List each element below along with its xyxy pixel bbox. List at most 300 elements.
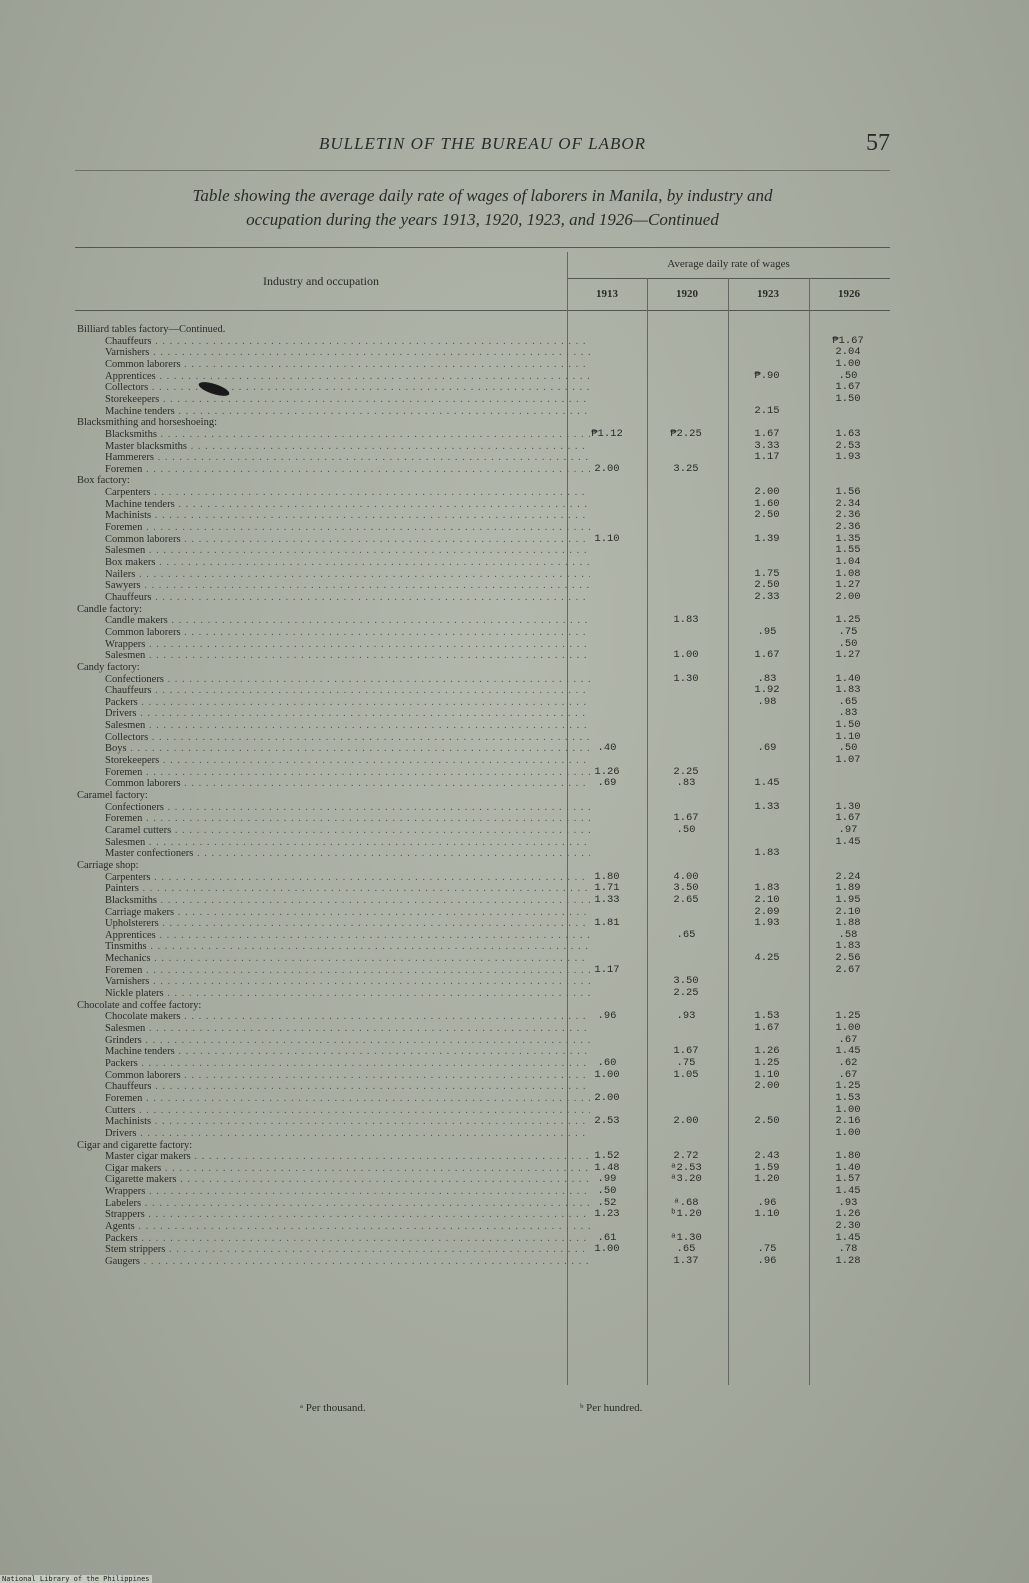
wage-cell-1920: 4.00 (673, 870, 699, 883)
wage-cell-1926: .65 (838, 695, 858, 708)
occupation-label: Drivers . . . (75, 1128, 590, 1139)
table-row (75, 336, 890, 347)
table-row (75, 965, 890, 976)
wage-cell-1926: 2.00 (835, 590, 861, 603)
table-row (75, 1035, 890, 1046)
occupation-label: Gaugers . . . (75, 1256, 590, 1267)
footnote-b: ᵇ Per hundred. (580, 1402, 643, 1414)
wage-cell-1913: 2.53 (594, 1115, 620, 1128)
wage-cell-1923: 2.09 (754, 905, 780, 918)
wage-cell-1923: .96 (757, 1196, 777, 1209)
table-row (75, 615, 890, 626)
table-row (75, 1209, 890, 1220)
table-row (75, 976, 890, 987)
footnote-a: ᵃ Per thousand. (300, 1402, 366, 1414)
library-credit: National Library of the Philippines (2, 1575, 150, 1583)
table-row (75, 802, 890, 813)
wage-cell-1923: ₱.90 (754, 369, 780, 382)
occupation-label: Blacksmiths . . . (75, 895, 590, 906)
wage-cell-1926: .78 (838, 1243, 858, 1256)
occupation-label: Upholsterers . . . (75, 918, 590, 929)
wage-cell-1923: 2.00 (754, 1080, 780, 1093)
occupation-label: Salesmen . . . (75, 1023, 590, 1034)
occupation-label: Painters . . . (75, 883, 590, 894)
table-row (75, 1174, 890, 1185)
table-row (75, 1116, 890, 1127)
occupation-label: Varnishers . . . (75, 976, 590, 987)
wage-cell-1926: .50 (838, 742, 858, 755)
occupation-label: Packers . . . (75, 1233, 590, 1244)
occupation-label: Chocolate makers . . . (75, 1011, 590, 1022)
wage-cell-1923: .69 (757, 742, 777, 755)
wage-cell-1913: 1.17 (594, 963, 620, 976)
wage-cell-1913: 2.00 (594, 462, 620, 475)
wage-cell-1920: 1.30 (673, 672, 699, 685)
wage-cell-1923: 1.25 (754, 1056, 780, 1069)
table-row (75, 825, 890, 836)
wage-cell-1926: 1.40 (835, 672, 861, 685)
occupation-label: Common laborers . . . (75, 359, 590, 370)
wage-cell-1923: 1.33 (754, 800, 780, 813)
occupation-label: Cigarette makers . . . (75, 1174, 590, 1185)
wage-cell-1920: 1.37 (673, 1255, 699, 1267)
wage-cell-1920: 2.25 (673, 987, 699, 1000)
wage-cell-1926: 1.45 (835, 1231, 861, 1244)
occupation-label: Collectors . . . (75, 732, 590, 743)
wage-cell-1913: .61 (597, 1231, 617, 1244)
wage-cell-1923: 1.59 (754, 1161, 780, 1174)
year-header-1913: 1913 (596, 288, 618, 300)
table-row (75, 406, 890, 417)
wage-cell-1926: 2.10 (835, 905, 861, 918)
occupation-label: Storekeepers . . . (75, 394, 590, 405)
occupation-label: Chauffeurs . . . (75, 1081, 590, 1092)
table-row (75, 499, 890, 510)
table-row (75, 1221, 890, 1232)
wage-cell-1926: ₱1.67 (832, 334, 864, 347)
wage-cell-1926: 2.16 (835, 1115, 861, 1128)
industry-row (75, 475, 890, 486)
table-row (75, 953, 890, 964)
wage-cell-1926: 1.80 (835, 1150, 861, 1163)
year-header-1926: 1926 (838, 288, 860, 300)
table-row (75, 557, 890, 568)
wage-cell-1913: .40 (597, 742, 617, 755)
wage-cell-1926: 2.30 (835, 1220, 861, 1233)
occupation-label: Wrappers . . . (75, 1186, 590, 1197)
wage-cell-1913: .99 (597, 1173, 617, 1186)
wage-cell-1926: 1.08 (835, 567, 861, 580)
occupation-label: Chauffeurs . . . (75, 592, 590, 603)
wage-cell-1923: 1.67 (754, 649, 780, 662)
industry-row (75, 1140, 890, 1151)
wage-cell-1926: 1.00 (835, 1022, 861, 1034)
page-header (75, 130, 890, 171)
wage-cell-1920: .50 (676, 823, 696, 836)
wage-cell-1913: 1.48 (594, 1161, 620, 1174)
occupation-label: Agents . . . (75, 1221, 590, 1232)
wage-cell-1926: 1.89 (835, 882, 861, 895)
wage-cell-1926: 1.45 (835, 1185, 861, 1198)
caption-line-2: occupation during the years 1913, 1920, 1923, and 1926—Continued (246, 210, 719, 229)
wage-cell-1923: 2.10 (754, 893, 780, 906)
wage-cell-1913: 1.23 (594, 1208, 620, 1221)
occupation-label: Machine tenders . . . (75, 499, 590, 510)
table-row (75, 464, 890, 475)
wage-cell-1920: .83 (676, 777, 696, 790)
wage-cell-1926: .50 (838, 637, 858, 650)
table-row (75, 1105, 890, 1116)
occupation-label: Drivers . . . (75, 708, 590, 719)
table-row (75, 487, 890, 498)
occupation-label: Varnishers . . . (75, 347, 590, 358)
wage-cell-1913: 1.33 (594, 893, 620, 906)
wage-cell-1926: 1.07 (835, 754, 861, 767)
occupation-label: Machine tenders . . . (75, 1046, 590, 1057)
wage-cell-1926: 1.93 (835, 451, 861, 464)
occupation-label: Caramel cutters . . . (75, 825, 590, 836)
table-row (75, 720, 890, 731)
table-row (75, 918, 890, 929)
industry-label: Carriage shop: (77, 859, 139, 871)
wage-cell-1926: 1.04 (835, 556, 861, 568)
wage-cell-1926: 1.45 (835, 1045, 861, 1058)
wage-cell-1913: 1.52 (594, 1150, 620, 1163)
occupation-label: Machinists . . . (75, 1116, 590, 1127)
table-row (75, 767, 890, 778)
table-row (75, 1233, 890, 1244)
table-row (75, 674, 890, 685)
wage-cell-1923: 2.50 (754, 1115, 780, 1128)
wage-cell-1926: 1.63 (835, 427, 861, 440)
table-row (75, 534, 890, 545)
occupation-label: Boys . . . (75, 743, 590, 754)
wage-cell-1920: .93 (676, 1010, 696, 1023)
table-row (75, 394, 890, 405)
table-row (75, 452, 890, 463)
wage-cell-1926: 1.10 (835, 730, 861, 743)
wage-cell-1920: ᵃ2.53 (670, 1161, 702, 1174)
wage-cell-1913: .60 (597, 1056, 617, 1069)
stub-header: Industry and occupation (263, 274, 379, 288)
table-row (75, 1186, 890, 1197)
occupation-label: Foremen . . . (75, 522, 590, 533)
table-row (75, 1070, 890, 1081)
wage-cell-1926: 1.67 (835, 812, 861, 825)
industry-row (75, 417, 890, 428)
wage-cell-1913: .69 (597, 777, 617, 790)
table-caption (70, 184, 895, 232)
table-row (75, 697, 890, 708)
wage-cell-1913: .96 (597, 1010, 617, 1023)
wage-cell-1926: 1.83 (835, 940, 861, 953)
table-row (75, 813, 890, 824)
wage-cell-1920: ᵃ.68 (673, 1196, 699, 1209)
wage-cell-1926: .67 (838, 1068, 858, 1081)
wage-cell-1920: .65 (676, 1243, 696, 1256)
occupation-label: Packers . . . (75, 697, 590, 708)
group-header: Average daily rate of wages (667, 258, 790, 270)
occupation-label: Stem strippers . . . (75, 1244, 590, 1255)
occupation-label: Foremen . . . (75, 813, 590, 824)
table-row (75, 837, 890, 848)
occupation-label: Blacksmiths . . . (75, 429, 590, 440)
occupation-label: Confectioners . . . (75, 674, 590, 685)
table-row (75, 510, 890, 521)
wage-cell-1913: 1.00 (594, 1068, 620, 1081)
wage-cell-1926: 1.27 (835, 579, 861, 592)
occupation-label: Salesmen . . . (75, 650, 590, 661)
wage-cell-1913: 1.00 (594, 1243, 620, 1256)
wage-cell-1923: .75 (757, 1243, 777, 1256)
occupation-label: Apprentices . . . (75, 930, 590, 941)
wage-cell-1923: .95 (757, 625, 777, 638)
table-row (75, 650, 890, 661)
wage-cell-1920: 2.72 (673, 1150, 699, 1163)
year-header-1920: 1920 (676, 288, 698, 300)
wage-cell-1920: 1.05 (673, 1068, 699, 1081)
table-row (75, 930, 890, 941)
wage-cell-1920: ᵃ1.30 (670, 1231, 702, 1244)
table-row (75, 592, 890, 603)
occupation-label: Common laborers . . . (75, 1070, 590, 1081)
occupation-label: Carpenters . . . (75, 487, 590, 498)
wage-cell-1926: 1.50 (835, 719, 861, 732)
industry-row (75, 860, 890, 871)
wage-cell-1913: 1.26 (594, 765, 620, 778)
occupation-label: Master blacksmiths . . . (75, 441, 590, 452)
wage-cell-1920: 2.65 (673, 893, 699, 906)
wage-cell-1923: 2.50 (754, 579, 780, 592)
wage-cell-1913: 1.10 (594, 532, 620, 545)
occupation-label: Mechanics . . . (75, 953, 590, 964)
wage-cell-1920: 2.25 (673, 765, 699, 778)
wage-cell-1923: 1.53 (754, 1010, 780, 1023)
wage-cell-1920: ᵃ3.20 (670, 1173, 702, 1186)
wage-cell-1920: 3.50 (673, 975, 699, 988)
wage-cell-1926: 2.36 (835, 509, 861, 522)
wage-cell-1926: 2.67 (835, 963, 861, 976)
wage-cell-1926: 1.53 (835, 1091, 861, 1104)
table-row (75, 1081, 890, 1092)
table-row (75, 382, 890, 393)
wage-cell-1923: 1.93 (754, 917, 780, 930)
occupation-label: Salesmen . . . (75, 837, 590, 848)
header-bottom-rule (75, 310, 890, 311)
wage-cell-1913: 1.81 (594, 917, 620, 930)
wage-cell-1920: .75 (676, 1056, 696, 1069)
occupation-label: Foremen . . . (75, 1093, 590, 1104)
table-row (75, 441, 890, 452)
wage-cell-1926: .50 (838, 369, 858, 382)
wage-cell-1926: 2.56 (835, 952, 861, 965)
table-row (75, 743, 890, 754)
occupation-label: Hammerers . . . (75, 452, 590, 463)
wage-cell-1920: 2.00 (673, 1115, 699, 1128)
wage-cell-1926: 1.40 (835, 1161, 861, 1174)
wage-cell-1923: 1.92 (754, 684, 780, 697)
wage-cell-1923: 2.15 (754, 404, 780, 417)
wage-cell-1920: ₱2.25 (670, 427, 702, 440)
occupation-label: Cutters . . . (75, 1105, 590, 1116)
running-title: BULLETIN OF THE BUREAU OF LABOR (318, 134, 647, 153)
industry-label: Chocolate and coffee factory: (77, 999, 202, 1011)
wage-cell-1923: 1.67 (754, 427, 780, 440)
table-row (75, 988, 890, 999)
wage-cell-1926: .67 (838, 1033, 858, 1046)
industry-row (75, 604, 890, 615)
table-row (75, 545, 890, 556)
occupation-label: Grinders . . . (75, 1035, 590, 1046)
occupation-label: Chauffeurs . . . (75, 336, 590, 347)
occupation-label: Box makers . . . (75, 557, 590, 568)
occupation-label: Cigar makers . . . (75, 1163, 590, 1174)
wage-cell-1926: 1.00 (835, 1103, 861, 1116)
occupation-label: Common laborers . . . (75, 534, 590, 545)
industry-label: Blacksmithing and horseshoeing: (77, 417, 217, 429)
wage-cell-1923: 1.26 (754, 1045, 780, 1058)
occupation-label: Wrappers . . . (75, 639, 590, 650)
table-row (75, 347, 890, 358)
wage-cell-1926: 1.00 (835, 357, 861, 370)
occupation-label: Chauffeurs . . . (75, 685, 590, 696)
table-row (75, 941, 890, 952)
table-row (75, 522, 890, 533)
table-row (75, 907, 890, 918)
wage-cell-1923: 2.43 (754, 1150, 780, 1163)
table-row (75, 1011, 890, 1022)
wage-cell-1926: 1.50 (835, 392, 861, 405)
wage-cell-1923: 1.10 (754, 1208, 780, 1221)
table-row (75, 429, 890, 440)
occupation-label: Carpenters . . . (75, 872, 590, 883)
occupation-label: Nailers . . . (75, 569, 590, 580)
wage-cell-1926: 2.36 (835, 521, 861, 534)
industry-row (75, 662, 890, 673)
wage-cell-1920: 1.67 (673, 812, 699, 825)
table-row (75, 778, 890, 789)
wage-cell-1926: 1.67 (835, 381, 861, 394)
year-header-1923: 1923 (757, 288, 779, 300)
wage-cell-1926: .97 (838, 823, 858, 836)
table-row (75, 1093, 890, 1104)
wage-cell-1913: 2.00 (594, 1091, 620, 1104)
table-row (75, 371, 890, 382)
industry-label: Caramel factory: (77, 790, 148, 801)
wage-cell-1923: 1.10 (754, 1068, 780, 1081)
occupation-label: Storekeepers . . . (75, 755, 590, 766)
industry-label: Box factory: (77, 475, 130, 487)
caption-line-1: Table showing the average daily rate of wages of laborers in Manila, by industry and (192, 186, 773, 205)
table-row (75, 732, 890, 743)
wage-cell-1926: 1.45 (835, 835, 861, 848)
wage-cell-1926: 1.00 (835, 1126, 861, 1139)
table-row (75, 1023, 890, 1034)
table-row (75, 1198, 890, 1209)
wage-cell-1923: 2.33 (754, 590, 780, 603)
table-row (75, 1163, 890, 1174)
table-row (75, 872, 890, 883)
wage-cell-1926: 1.88 (835, 917, 861, 930)
wage-cell-1926: 1.26 (835, 1208, 861, 1221)
industry-row (75, 324, 890, 335)
wage-cell-1926: .62 (838, 1056, 858, 1069)
table-row (75, 627, 890, 638)
occupation-label: Candle makers . . . (75, 615, 590, 626)
table-row (75, 1244, 890, 1255)
wage-cell-1926: .75 (838, 625, 858, 638)
occupation-label: Machine tenders . . . (75, 406, 590, 417)
occupation-label: Salesmen . . . (75, 720, 590, 731)
table-row (75, 580, 890, 591)
wage-cell-1926: 1.25 (835, 614, 861, 627)
wage-cell-1923: 1.39 (754, 532, 780, 545)
table-row (75, 883, 890, 894)
wage-cell-1926: 1.25 (835, 1010, 861, 1023)
wage-cell-1926: 1.27 (835, 649, 861, 662)
table-row (75, 569, 890, 580)
wage-cell-1926: .58 (838, 928, 858, 941)
wage-cell-1920: 3.50 (673, 882, 699, 895)
occupation-label: Packers . . . (75, 1058, 590, 1069)
occupation-label: Collectors . . . (75, 382, 590, 393)
wage-cell-1926: .93 (838, 1196, 858, 1209)
occupation-label: Master cigar makers . . . (75, 1151, 590, 1162)
wage-cell-1926: 1.95 (835, 893, 861, 906)
wage-cell-1926: 1.35 (835, 532, 861, 545)
wage-cell-1926: 1.56 (835, 486, 861, 499)
occupation-label: Foremen . . . (75, 965, 590, 976)
occupation-label: Common laborers . . . (75, 778, 590, 789)
wage-cell-1926: 1.83 (835, 684, 861, 697)
occupation-label: Common laborers . . . (75, 627, 590, 638)
wage-cell-1926: .83 (838, 707, 858, 720)
table-row (75, 1058, 890, 1069)
wage-cell-1923: 1.75 (754, 567, 780, 580)
wage-cell-1923: .83 (757, 672, 777, 685)
occupation-label: Foremen . . . (75, 767, 590, 778)
table-row (75, 755, 890, 766)
table-row (75, 895, 890, 906)
wage-cell-1923: .96 (757, 1255, 777, 1267)
industry-label: Billiard tables factory—Continued. (77, 324, 226, 335)
occupation-label: Machinists . . . (75, 510, 590, 521)
occupation-label: Salesmen . . . (75, 545, 590, 556)
wage-cell-1920: 1.67 (673, 1045, 699, 1058)
table-row (75, 1151, 890, 1162)
table-row (75, 359, 890, 370)
wage-cell-1923: 2.00 (754, 486, 780, 499)
wage-cell-1923: 2.50 (754, 509, 780, 522)
wage-cell-1926: 1.55 (835, 544, 861, 557)
wage-cell-1913: 1.71 (594, 882, 620, 895)
wage-cell-1920: 1.83 (673, 614, 699, 627)
occupation-label: Tinsmiths . . . (75, 941, 590, 952)
wage-cell-1926: 1.28 (835, 1255, 861, 1267)
industry-label: Candle factory: (77, 603, 143, 615)
occupation-label: Master confectioners . . . (75, 848, 590, 859)
page-number: 57 (866, 130, 890, 156)
industry-row (75, 1000, 890, 1011)
wage-cell-1926: 1.30 (835, 800, 861, 813)
occupation-label: Strappers . . . (75, 1209, 590, 1220)
wage-cell-1923: 1.83 (754, 847, 780, 860)
wage-cell-1926: 1.57 (835, 1173, 861, 1186)
wage-cell-1913: .52 (597, 1196, 617, 1209)
table-top-rule (75, 247, 890, 248)
wage-cell-1923: 1.83 (754, 882, 780, 895)
table-row (75, 1046, 890, 1057)
